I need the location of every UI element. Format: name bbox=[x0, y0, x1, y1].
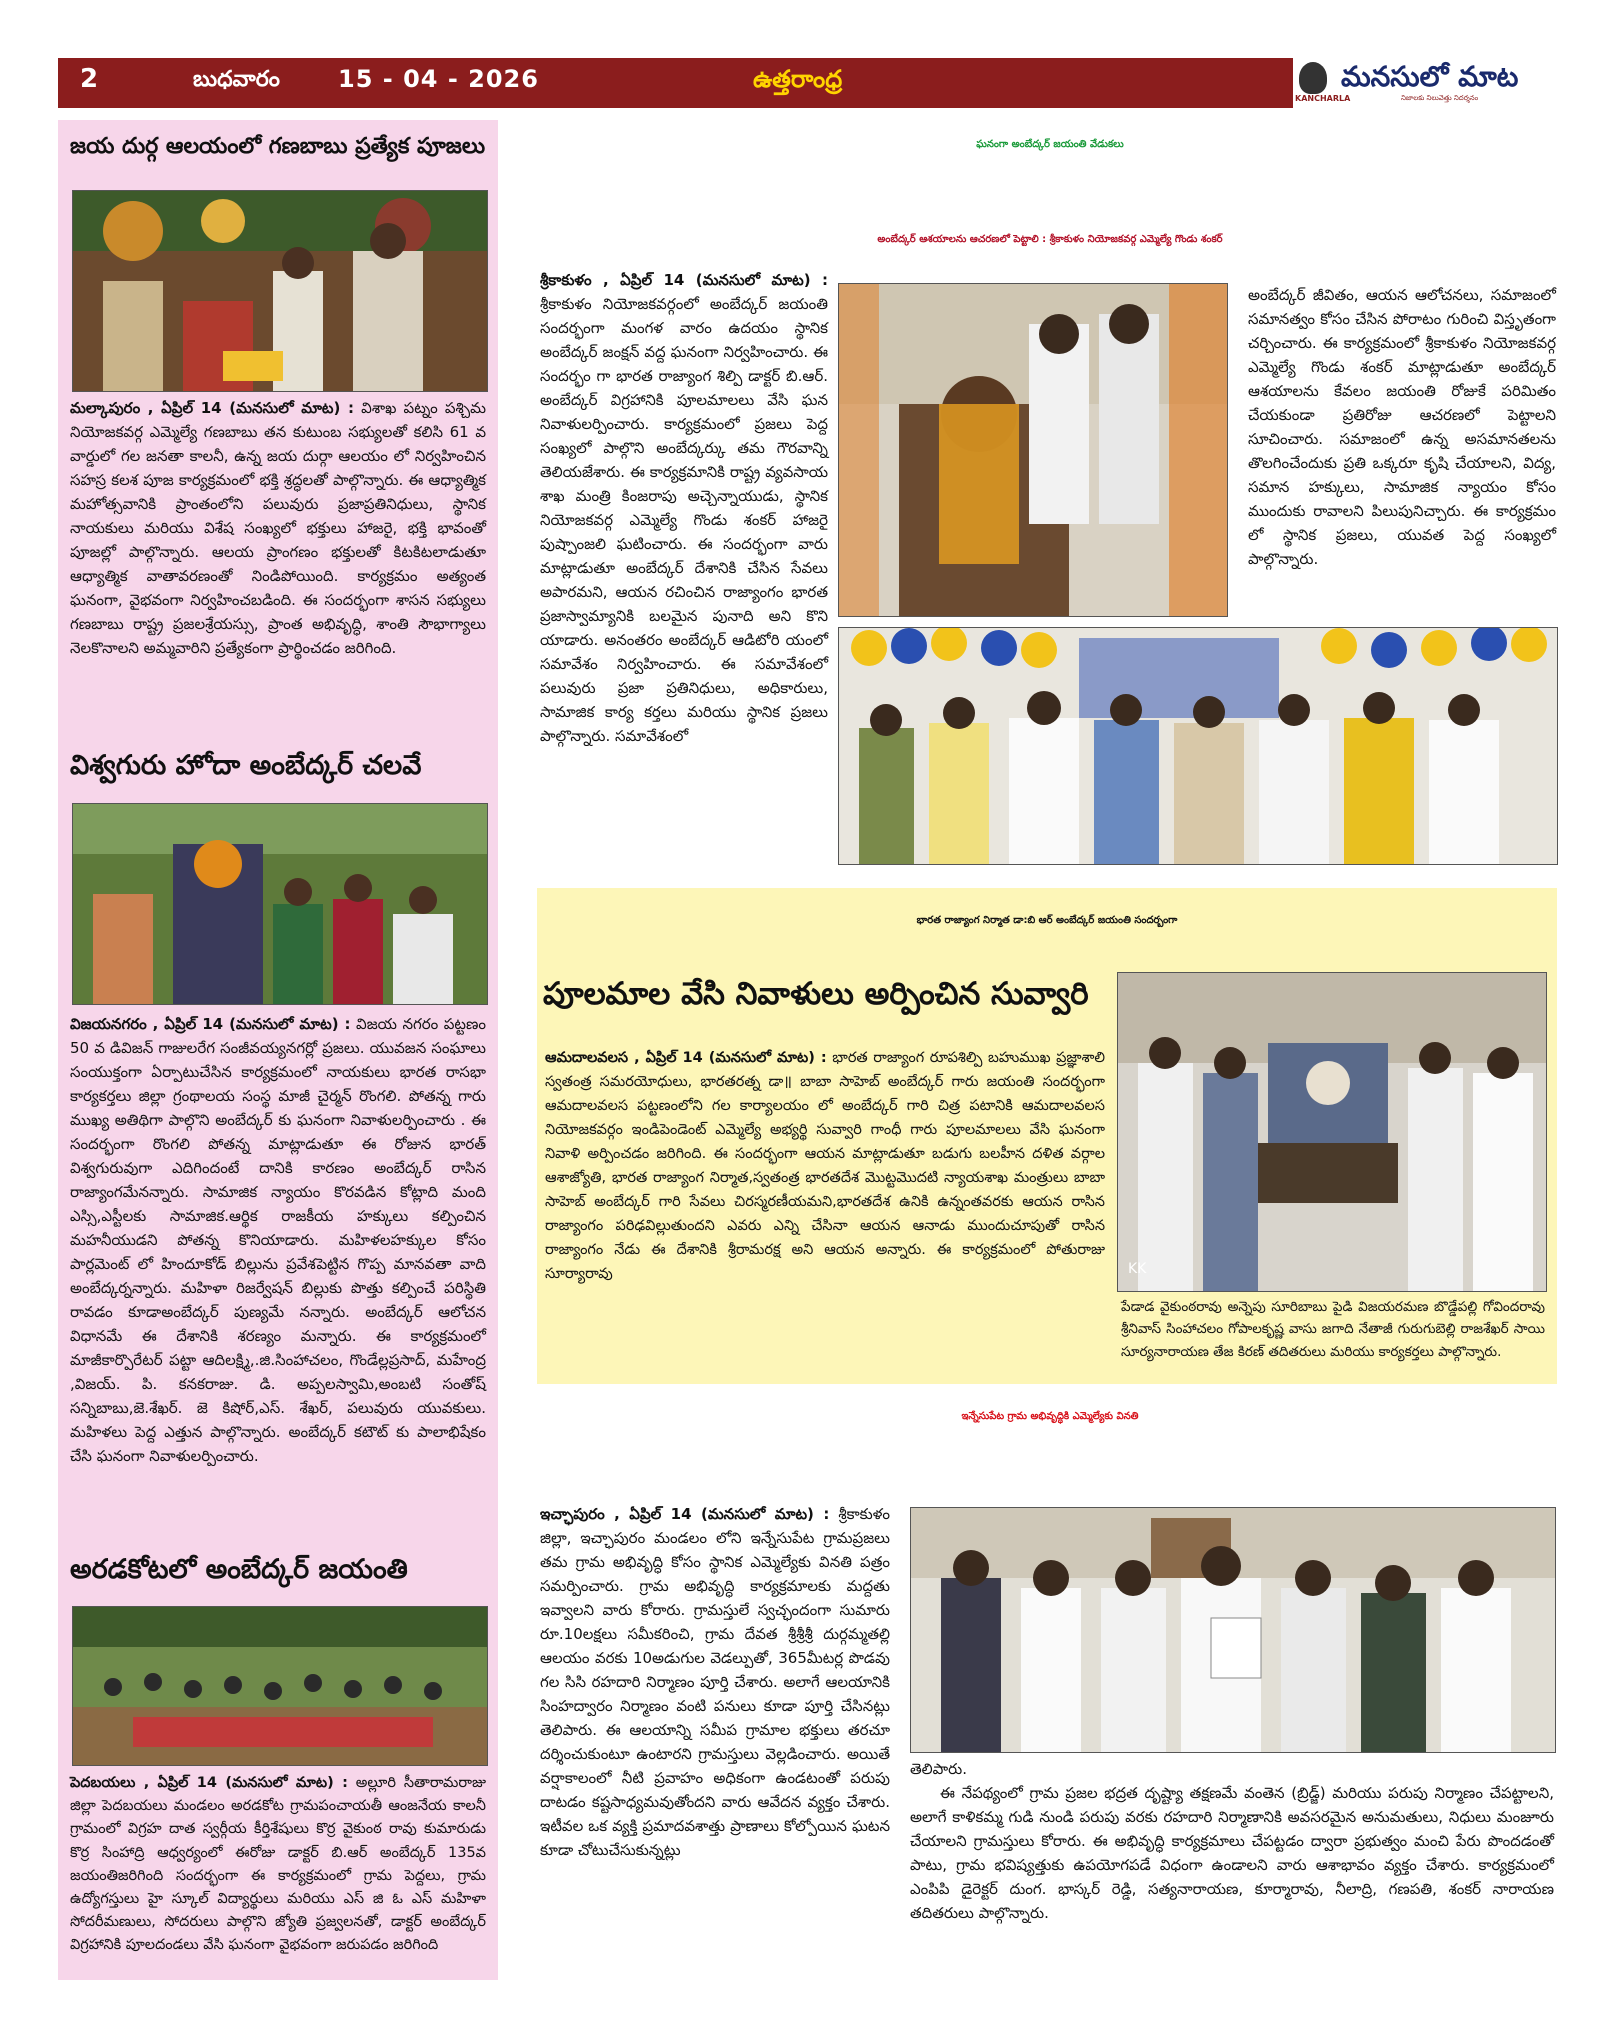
page-number: 2 bbox=[80, 64, 99, 94]
left-column bbox=[58, 120, 498, 1980]
suvvari-kicker: భారత రాజ్యాంగ నిర్మాత డా:బి ఆర్ అంబేద్కర్ జయంతి సందర్బంగా bbox=[916, 915, 1178, 926]
left-story2-headline: విశ్వగురు హోదా అంబేద్కర్ చలవే bbox=[70, 750, 422, 781]
header-bar bbox=[58, 58, 1558, 108]
photo-watermark: KK bbox=[1128, 1261, 1147, 1277]
temple-puja-photo bbox=[72, 190, 488, 392]
ambedkar-garland-photo bbox=[72, 803, 488, 1005]
dignitaries-group-photo bbox=[838, 627, 1558, 865]
masthead-logo bbox=[1293, 58, 1558, 108]
left-story3-body bbox=[70, 1772, 486, 1972]
bottom-text-left: శ్రీకాకుళం జిల్లా, ఇచ్ఛాపురం మండలం లోని ఇన్నేసుపేట గ్రామప్రజలు తమ గ్రామ అభివృద్ధి కోసం స్థానిక ఎమ్మెల్యేకు వినతి పత్రం సమర్పించారు. గ్రామ అభివృద్ధి కార్యక్రమాలకు మద్దతు ఇవ్వాలని వారు కోరారు. గ్రామస్తులే స్వచ్ఛందంగా సుమారు రూ.10లక్షలు సమీకరించి, గ్రామ దేవత శ్రీశ్రీశ్రీ దుర్గమ్మతల్లి ఆలయం వరకు 10అడుగుల వెడల్పుతో, 365మీటర్ల పొడవు గల సిసి రహదారి నిర్మాణం పూర్తి చేశారు. అలాగే ఆలయానికి సింహద్వారం నిర్మాణం వంటి పనులు కూడా పూర్తి చేసినట్లు తెలిపారు. ఈ ఆలయాన్ని సమీప గ్రామాల భక్తులు తరచూ దర్శించుకుంటూ ఉంటారని గ్రామస్తులు వెల్లడించారు. అయితే వర్షాకాలంలో నీటి ప్రవాహం అధికంగా ఉండటంతో పరుపు దాటడం కష్టసాధ్యమవుతోందని వారు ఆవేదన వ్యక్తం చేశారు. ఇటీవల ఒక వ్యక్తి ప్రమాదవశాత్తు ప్రాణాలు కోల్పోయిన ఘటన కూడా చోటుచేసుకున్నట్లు bbox=[540, 1505, 890, 1859]
bottom-body-right-start: తెలిపారు. bbox=[910, 1760, 967, 1778]
aradakota-gathering-photo bbox=[72, 1606, 488, 1766]
petition-handover-photo bbox=[910, 1507, 1556, 1753]
suvvari-headline: పూలమాల వేసి నివాళులు అర్పించిన సువ్వారి bbox=[543, 976, 1089, 1012]
left-story2-text: విజయ నగరం పట్టణం 50 వ డివిజన్ గాజులరేగ సంజీవయ్యనగర్లో ప్రజలు. యువజన సంఘాలు సంయుక్తంగా ఏర్పాటుచేసిన కార్యక్రమంలో నాయకులు భారత రాసభా కార్యకర్తలు జిల్లా గ్రంథాలయ సంస్థ మాజీ చైర్మన్ రొంగలి. పోతన్న గారు ముఖ్య అతిథిగా పాల్గొని అంబేద్కర్ కు ఘనంగా నివాళులర్పించారు . ఈ సందర్భంగా రొంగలి పోతన్న మాట్లాడుతూ ఈ రోజున భారత్ విశ్వగురువుగా ఎదిగిందంటే దానికి కారణం అంబేద్కర్ రాసిన రాజ్యాంగమేనన్నారు. సామాజిక న్యాయం కొరవడిన కోట్లాది మంది ఎస్సి,ఎస్టీలకు సామాజిక.ఆర్థిక రాజకీయ హక్కులు కల్పించిన మహనీయుడని పోతన్న కొనియాడారు. మహిళలహక్కుల కోసం పార్లమెంట్ లో హిందూకోడ్ బిల్లును ప్రవేశపెట్టిన గొప్ప మానవతా వాది అంబేద్కర్నన్నారు. మహిళా రిజర్వేషన్ బిల్లుకు పొత్తు కల్పించే పరిస్థితి రావడం కూడాఅంబేద్కర్ పుణ్యమే నన్నారు. అంబేద్కర్ ఆలోచన విధానమే ఈ దేశానికి శరణ్యం మన్నారు. ఈ కార్యక్రమంలో మాజీకార్పొరేటర్ పట్టా ఆదిలక్ష్మి,.జి.సింహాచలం, గొండేల్లప్రసాద్, మహేంద్ర ,విజయ్. పి. కనకరాజు. డి. అప్పలస్వామి,అంబటి సంతోష్ సన్నిబాబు,జె.శేఖర్. జె కిషోర్,ఎస్. శేఖర్, పలువురు యువకులు. మహిళలు పెద్ద ఎత్తున పాల్గొన్నారు. అంబేద్కర్ కటౌట్ కు పాలాభిషేకం చేసి ఘనంగా నివాళులర్పించారు. bbox=[70, 1015, 486, 1465]
main-body-left bbox=[540, 268, 828, 880]
logo-founder-name: KANCHARLA bbox=[1295, 94, 1351, 103]
main-text-right: అంబేద్కర్ జీవితం, ఆయన ఆలోచనలు, సమాజంలో సమానత్వం కోసం చేసిన పోరాటం గురించి విస్తృతంగా చర్చించారు. ఈ కార్యక్రమంలో శ్రీకాకుళం నియోజకవర్గ ఎమ్మెల్యే గొండు శంకర్ మాట్లాడుతూ అంబేద్కర్ ఆశయాలను కేవలం జయంతి రోజుకే పరిమితం చేయకుండా ప్రతిరోజు ఆచరణలో పెట్టాలని సూచించారు. సమాజంలో ఉన్న అసమానతలను తొలగించేందుకు ప్రతి ఒక్కరూ కృషి చేయాలని, విద్య, సమాన హక్కులు, సామాజిక న్యాయం కోసం ముందుకు రావాలని పిలుపునిచ్చారు. ఈ కార్యక్రమం లో స్థానిక ప్రజలు, యువత పెద్ద సంఖ్యలో పాల్గొన్నారు. bbox=[1248, 286, 1556, 568]
bottom-body-right: ఈ నేపథ్యంలో గ్రామ ప్రజల భద్రత దృష్ట్యా తక్షణమే వంతెన (బ్రిడ్జ్) మరియు పరుపు నిర్మాణం చేపట్టాలని, అలాగే కాళికమ్మ గుడి నుండి పరుపు వరకు రహదారి నిర్మాణానికి అవసరమైన అనుమతులు, నిధులు మంజూరు చేయాలని గ్రామస్తులు కోరారు. ఈ అభివృద్ధి కార్యక్రమాలు చేపట్టడం ద్వారా ప్రభుత్వం మంచి పేరు పొందడంతో పాటు, గ్రామ భవిష్యత్తుకు ఉపయోగపడే విధంగా ఉండాలని వారు ఆశాభావం వ్యక్తం చేశారు. కార్యక్రమంలో ఎంపిపి డైరెక్టర్ దుంగ. భాస్కర్ రెడ్డి, సత్యనారాయణ, కూర్మారావు, నీలాద్రి, గణపతి, శంకర్ నారాయణ తదితరులు పాల్గొన్నారు. bbox=[910, 1784, 1554, 1922]
main-subheadline: అంబేద్కర్ ఆశయాలను ఆచరణలో పెట్టాలి : శ్రీకాకుళం నియోజకవర్గ ఎమ్మెల్యే గొండు శంకర్ bbox=[877, 234, 1223, 245]
bottom-body-left bbox=[540, 1502, 890, 1972]
logo-title: మనసులో మాట bbox=[1341, 60, 1519, 93]
left-story3-headline: అరడకోటలో అంబేద్కర్ జయంతి bbox=[70, 1554, 408, 1585]
left-story3-dateline: పెదబయలు , ఏప్రిల్ 14 (మనసులో మాట) : bbox=[70, 1775, 348, 1791]
suvvari-story-box bbox=[537, 888, 1557, 1384]
main-text-left: శ్రీకాకుళం నియోజకవర్గంలో అంబేద్కర్ జయంతి సందర్భంగా మంగళ వారం ఉదయం స్థానిక అంబేద్కర్ జంక్షన్ వద్ద ఘనంగా నిర్వహించారు. ఈ సందర్భం గా భారత రాజ్యాంగ శిల్పి డాక్టర్ బి.ఆర్. అంబేద్కర్ విగ్రహానికి పూలమాలలు వేసి ఘన నివాళులర్పించారు. కార్యక్రమంలో ప్రజలు పెద్ద సంఖ్యలో పాల్గొని అంబేద్కర్కు తమ గౌరవాన్ని తెలియజేశారు. ఈ కార్యక్రమానికి రాష్ట్ర వ్యవసాయ శాఖ మంత్రి కింజరాపు అచ్చెన్నాయుడు, స్థానిక నియోజకవర్గ ఎమ్మెల్యే గొండు శంకర్ హాజరై పుష్పాంజలి ఘటించారు. ఈ సందర్భంగా వారు మాట్లాడుతూ అంబేద్కర్ దేశానికి చేసిన సేవలు అపారమని, ఆయన రచించిన రాజ్యాంగం భారత ప్రజాస్వామ్యానికి బలమైన పునాది అని కొని యాడారు. అనంతరం అంబేద్కర్ ఆడిటోరి యంలో సమావేశం నిర్వహించారు. ఈ సమావేశంలో పలువురు ప్రజా ప్రతినిధులు, అధికారులు, సామాజిక కార్య కర్తలు మరియు స్థానిక ప్రజలు పాల్గొన్నారు. సమావేశంలో bbox=[540, 295, 828, 745]
main-dateline: శ్రీకాకుళం , ఏప్రిల్ 14 (మనసులో మాట) : bbox=[540, 271, 828, 289]
left-story2-body bbox=[70, 1012, 486, 1582]
bottom-headline: ఇన్నేసుపేట గ్రామ అభివృద్ధికి ఎమ్మెల్యేకు వినతి bbox=[961, 1411, 1139, 1422]
left-story1-dateline: మల్కాపురం , ఏప్రిల్ 14 (మనసులో మాట) : bbox=[70, 399, 354, 417]
portrait-garlanding-photo bbox=[1117, 972, 1547, 1292]
left-story1-headline: జయ దుర్గ ఆలయంలో గణబాబు ప్రత్యేక పూజలు bbox=[70, 134, 486, 159]
issue-date: 15 - 04 - 2026 bbox=[338, 65, 539, 93]
section-name: ఉత్తరాంధ్ర bbox=[753, 65, 843, 93]
main-headline: ఘనంగా అంబేద్కర్ జయంతి వేడుకలు bbox=[976, 139, 1124, 150]
suvvari-dateline: ఆమదాలవలస , ఏప్రిల్ 14 (మనసులో మాట) : bbox=[545, 1050, 827, 1066]
suvvari-text: భారత రాజ్యాంగ రూపశిల్పి బహుముఖ ప్రజ్ఞాశాలి స్వతంత్ర సమరయోధులు, భారతరత్న డా॥ బాబా సాహెబ్ అంబేద్కర్ గారు జయంతి సందర్భంగా ఆమదాలవలస పట్టణంలోని గల కార్యాలయం లో అంబేద్కర్ గారి చిత్ర పటానికి ఆమదాలవలస నియోజకవర్గం ఇండిపెండెంట్ ఎమ్మెల్యే అభ్యర్థి సువ్వారి గాంధీ గారు పూలమాలలు వేసి ఘనంగా నివాళి అర్పించడం జరిగింది. ఈ సందర్భంగా ఆయన మాట్లాడుతూ బడుగు బలహీన దళిత వర్గాల ఆశాజ్యోతి, భారత రాజ్యాంగ నిర్మాత,స్వతంత్ర భారతదేశ మొట్టమొదటి న్యాయశాఖ మంత్రులు బాబా సాహెబ్ అంబేద్కర్ గారి సేవలు చిరస్మరణీయమని,భారతదేశ ఉనికి ఉన్నంతవరకు ఆయన రాసిన రాజ్యాంగం పరిఢవిల్లుతుందని ఎవరు ఎన్ని చేసినా ఆయన ఆనాడు ముందుచూపుతో రాసిన రాజ్యాంగం నేడు ఈ దేశానికి శ్రీరామరక్ష అని ఆయన అన్నారు. ఈ కార్యక్రమంలో పోతురాజు సూర్యారావు bbox=[545, 1050, 1106, 1282]
bottom-dateline: ఇచ్ఛాపురం , ఏప్రిల్ 14 (మనసులో మాట) : bbox=[540, 1505, 830, 1523]
ambedkar-statue-garlanding-photo bbox=[838, 283, 1228, 617]
weekday: బుధవారం bbox=[193, 67, 280, 92]
founder-portrait-icon bbox=[1299, 62, 1327, 94]
main-body-right bbox=[1248, 283, 1556, 623]
left-story3-text: అల్లూరి సీతారామరాజు జిల్లా పెదబయలు మండలం అరడకోట గ్రామపంచాయతీ ఆంజనేయ కాలనీ గ్రామంలో విగ్రహ దాత స్వర్గీయ కీర్తిశేషులు కొర్ర వైకుంఠ రావు కుమారుడు కొర్ర సింహాద్రి ఆధ్వర్యంలో ఈరోజు డాక్టర్ బి.ఆర్ అంబేద్కర్ 135వ జయంతిజరిగింది సందర్భంగా ఈ కార్యక్రమంలో గ్రామ పెద్దలు, గ్రామ ఉద్యోగస్తులు హై స్కూల్ విద్యార్థులు మరియు ఎస్ జి ఓ ఎస్ మహిళా సోదరీమణులు, సోదరులు పాల్గొని జ్యోతి ప్రజ్వలనతో, డాక్టర్ అంబేద్కర్ విగ్రహానికి పూలదండలు వేసి ఘనంగా వైభవంగా జరుపడం జరిగింది bbox=[70, 1775, 486, 1954]
left-story2-dateline: విజయనగరం , ఏప్రిల్ 14 (మనసులో మాట) : bbox=[70, 1015, 351, 1033]
suvvari-body-under-photo: పేడాడ వైకుంఠరావు అన్నెపు సూరిబాబు పైడి విజయరమణ బొడ్డేపల్లి గోవిందరావు శ్రీనివాస్ సింహాచలం గోపాలకృష్ణ వాసు జగాది నేతాజీ గురుగుబెల్లి రాజశేఖర్ సాయి సూర్యనారాయణ తేజ కిరణ్ తదితరులు మరియు కార్యకర్తలు పాల్గొన్నారు. bbox=[1121, 1299, 1545, 1360]
suvvari-body bbox=[545, 1046, 1105, 1376]
logo-tagline: నిజాలకు నిలువెత్తు నిదర్శనం bbox=[1401, 94, 1479, 102]
left-story1-text: విశాఖ పట్నం పశ్చిమ నియోజకవర్గ ఎమ్మెల్యే గణబాబు తన కుటుంబ సభ్యులతో కలిసి 61 వ వార్డులో గల జనతా కాలనీ, ఉన్న జయ దుర్గా ఆలయం లో నిర్వహించిన సహస్ర కలశ పూజ కార్యక్రమంలో భక్తి శ్రద్ధలతో పాల్గొన్నారు. ఈ ఆధ్యాత్మిక మహోత్సవానికి ప్రాంతంలోని పలువురు ప్రజాప్రతినిధులు, స్థానిక నాయకులు మరియు విశేష సంఖ్యలో భక్తులు హాజరై, భక్తి భావంతో పూజల్లో పాల్గొన్నారు. ఆలయ ప్రాంగణం భక్తులతో కిటకిటలాడుతూ ఆధ్యాత్మిక వాతావరణంతో నిండిపోయింది. కార్యక్రమం అత్యంత ఘనంగా, వైభవంగా నిర్వహించబడింది. ఈ సందర్భంగా శాసన సభ్యులు గణబాబు రాష్ట్ర ప్రజలశ్రేయస్సు, ప్రాంత అభివృద్ధి, శాంతి సౌభాగ్యాలు నెలకొనాలని అమ్మవారిని ప్రత్యేకంగా ప్రార్థించడం జరిగింది. bbox=[70, 399, 486, 657]
